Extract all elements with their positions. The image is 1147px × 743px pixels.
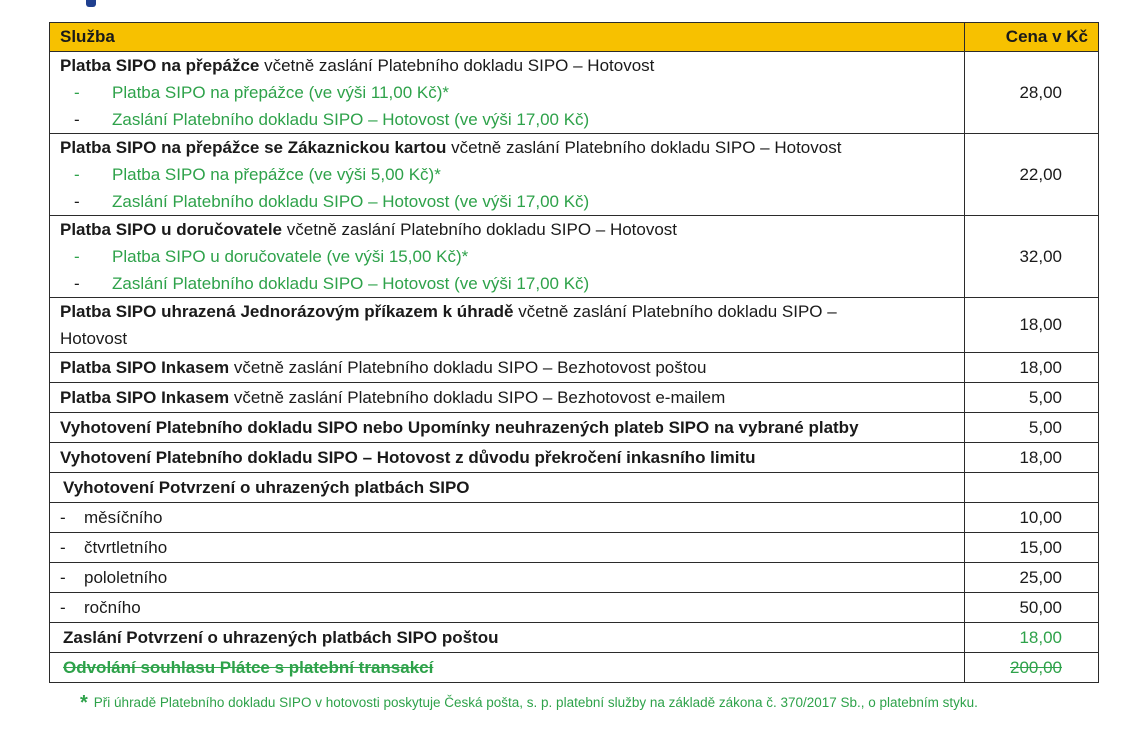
- price-cell: 5,00: [965, 383, 1099, 413]
- service-cell: [50, 216, 965, 298]
- table-row: [50, 503, 1099, 533]
- price-cell: 50,00: [965, 593, 1099, 623]
- period-label: měsíčního: [84, 507, 163, 527]
- price-cell: 18,00: [965, 623, 1099, 653]
- service-cell: [50, 353, 965, 383]
- service-rest: včetně zaslání Platebního dokladu SIPO – Bezhotovost e-mailem: [229, 387, 726, 407]
- service-cell: [50, 134, 965, 216]
- service-cell: Vyhotovení Platebního dokladu SIPO nebo Upomínky neuhrazených plateb SIPO na vybrané platby: [50, 413, 965, 443]
- service-rest: včetně zaslání Platebního dokladu SIPO – Hotovost: [446, 138, 842, 157]
- service-rest: včetně zaslání Platebního dokladu SIPO – Bezhotovost poštou: [229, 357, 707, 377]
- footnote-star: *: [80, 692, 88, 714]
- sub-item: Platba SIPO na přepážce (ve výši 5,00 Kč)*: [112, 165, 441, 184]
- price-cell: 32,00: [965, 216, 1099, 298]
- dash-marker: -: [60, 507, 66, 527]
- table-row: [50, 353, 1099, 383]
- sub-item: Zaslání Platebního dokladu SIPO – Hotovost (ve výši 17,00 Kč): [112, 110, 590, 129]
- price-cell: 18,00: [965, 353, 1099, 383]
- service-cell: [50, 563, 965, 593]
- service-cell: [50, 503, 965, 533]
- table-row: [50, 298, 1099, 353]
- price-cell: 28,00: [965, 52, 1099, 134]
- service-bold: Platba SIPO na přepážce: [60, 56, 260, 75]
- service-cell: [50, 52, 965, 134]
- dash-marker: -: [74, 247, 80, 266]
- sub-item: Platba SIPO u doručovatele (ve výši 15,00 Kč)*: [112, 247, 469, 266]
- footnote-text: Při úhradě Platebního dokladu SIPO v hotovosti poskytuje Česká pošta, s. p. platební služby na základě zákona č. 370/2017 Sb., o platebním styku.: [93, 695, 978, 710]
- dash-marker: -: [60, 597, 66, 617]
- dash-marker: -: [74, 192, 80, 211]
- table-row: [50, 413, 1099, 443]
- service-cell: Vyhotovení Potvrzení o uhrazených platbách SIPO: [50, 473, 965, 503]
- service-cell: Zaslání Potvrzení o uhrazených platbách SIPO poštou: [50, 623, 965, 653]
- service-bold: Platba SIPO u doručovatele: [60, 220, 283, 239]
- dash-marker: -: [74, 110, 80, 129]
- price-cell: [965, 653, 1099, 683]
- service-bold: Platba SIPO Inkasem: [60, 357, 230, 377]
- price-table: [49, 22, 1099, 683]
- service-cell: [50, 383, 965, 413]
- footnote: [80, 692, 978, 715]
- dash-marker: -: [74, 274, 80, 293]
- service-rest: včetně zaslání Platebního dokladu SIPO – Hotovost: [259, 56, 655, 75]
- service-cell: [50, 593, 965, 623]
- cancelled-service: Odvolání souhlasu Plátce s platební transakcí: [63, 657, 434, 677]
- price-cell: 18,00: [965, 298, 1099, 353]
- dash-marker: -: [60, 537, 66, 557]
- sub-item: Zaslání Platebního dokladu SIPO – Hotovost (ve výši 17,00 Kč): [112, 274, 590, 293]
- price-cell: 18,00: [965, 443, 1099, 473]
- service-bold: Platba SIPO Inkasem: [60, 387, 230, 407]
- table-row: [50, 623, 1099, 653]
- table-row: [50, 443, 1099, 473]
- period-label: pololetního: [84, 567, 168, 587]
- table-row: [50, 533, 1099, 563]
- service-rest: včetně zaslání Platebního dokladu SIPO – Hotovost: [282, 220, 678, 239]
- service-cell: [50, 298, 965, 353]
- service-bold: Platba SIPO uhrazená Jednorázovým příkazem k úhradě: [60, 302, 514, 321]
- table-row: [50, 134, 1099, 216]
- service-continuation: Hotovost: [60, 329, 128, 348]
- period-label: ročního: [84, 597, 141, 617]
- table-row: [50, 593, 1099, 623]
- sub-item: Platba SIPO na přepážce (ve výši 11,00 Kč)*: [112, 83, 450, 102]
- dash-marker: -: [74, 83, 80, 102]
- service-rest: včetně zaslání Platebního dokladu SIPO –: [513, 302, 837, 321]
- table-row: [50, 563, 1099, 593]
- header-service: Služba: [50, 23, 965, 52]
- header-price: Cena v Kč: [965, 23, 1099, 52]
- table-row: [50, 52, 1099, 134]
- service-cell: [50, 533, 965, 563]
- period-label: čtvrtletního: [84, 537, 168, 557]
- dash-marker: -: [60, 567, 66, 587]
- service-cell: [50, 653, 965, 683]
- price-cell: 15,00: [965, 533, 1099, 563]
- price-cell: 5,00: [965, 413, 1099, 443]
- table-row: [50, 383, 1099, 413]
- sub-item: Zaslání Platebního dokladu SIPO – Hotovost (ve výši 17,00 Kč): [112, 192, 590, 211]
- table-header-row: [50, 23, 1099, 52]
- dash-marker: -: [74, 165, 80, 184]
- price-cell: [965, 473, 1099, 503]
- table-row: [50, 216, 1099, 298]
- title-fragment: [86, 0, 136, 8]
- price-cell: 10,00: [965, 503, 1099, 533]
- service-bold: Platba SIPO na přepážce se Zákaznickou kartou: [60, 138, 447, 157]
- price-cell: 22,00: [965, 134, 1099, 216]
- service-cell: Vyhotovení Platebního dokladu SIPO – Hotovost z důvodu překročení inkasního limitu: [50, 443, 965, 473]
- price-cell: 25,00: [965, 563, 1099, 593]
- table-row: [50, 473, 1099, 503]
- cancelled-price: 200,00: [1010, 657, 1062, 677]
- table-row: [50, 653, 1099, 683]
